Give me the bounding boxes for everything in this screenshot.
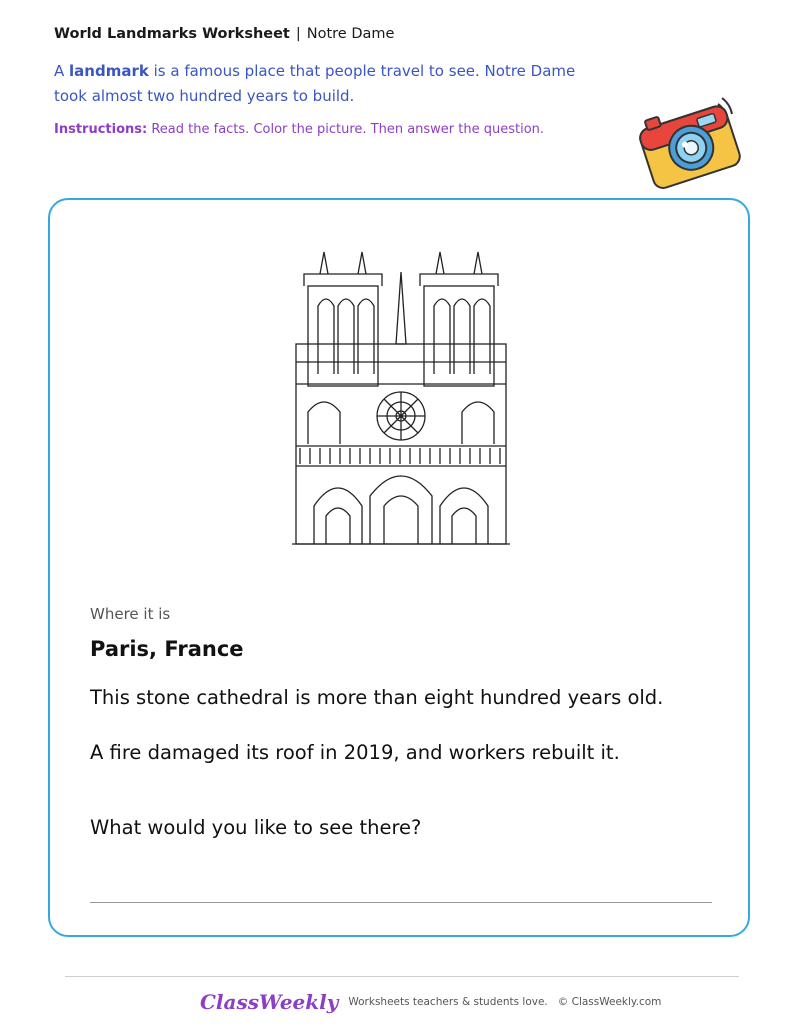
- location-name: Paris, France: [90, 637, 244, 661]
- intro-prefix: A: [54, 62, 70, 80]
- fact-2: A fire damaged its roof in 2019, and workers rebuilt it.: [90, 741, 620, 764]
- classweekly-logo: ClassWeekly: [200, 990, 339, 1014]
- worksheet-subtitle: Notre Dame: [306, 26, 395, 42]
- title-separator: |: [295, 26, 301, 42]
- footer-tagline: Worksheets teachers & students love.: [348, 996, 548, 1008]
- fact-1: This stone cathedral is more than eight hundred years old.: [90, 686, 664, 709]
- camera-icon: [634, 82, 746, 194]
- where-label: Where it is: [90, 605, 171, 623]
- notre-dame-illustration: [290, 244, 512, 550]
- intro-text: [54, 59, 614, 109]
- answer-line[interactable]: [90, 902, 712, 903]
- question-text: What would you like to see there?: [90, 816, 422, 839]
- worksheet-title: World Landmarks Worksheet: [54, 26, 290, 42]
- footer: [200, 990, 661, 1014]
- landmark-card: [48, 198, 750, 937]
- intro-line1-rest: is a famous place that people travel to see. Notre Dame: [148, 62, 576, 80]
- footer-copyright: © ClassWeekly.com: [557, 996, 662, 1008]
- footer-divider: [65, 976, 739, 977]
- intro-line2: took almost two hundred years to build.: [54, 87, 355, 105]
- instructions-label: Instructions:: [54, 122, 148, 137]
- intro-keyword: landmark: [69, 62, 149, 80]
- instructions: [54, 122, 614, 137]
- worksheet-header: [54, 26, 614, 137]
- instructions-text: Read the facts. Color the picture. Then answer the question.: [147, 122, 545, 137]
- title-line: [54, 26, 614, 42]
